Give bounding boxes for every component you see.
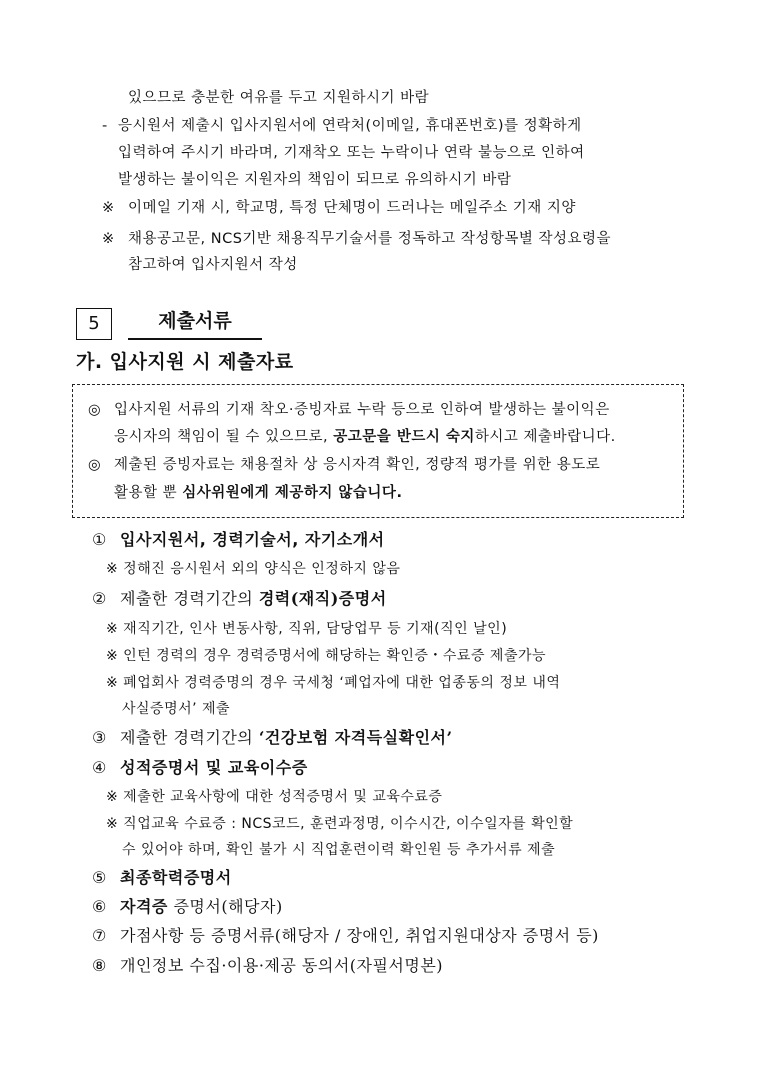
item-number: ⑥ [92,897,107,916]
item-number: ⑤ [92,868,107,887]
item-number: ② [92,589,107,608]
text-line: 이메일 기재 시, 학교명, 특정 단체명이 드러나는 메일주소 기재 지양 [128,200,576,216]
text-line: 제출된 증빙자료는 채용절차 상 응시자격 확인, 정량적 평가를 위한 용도로 [114,457,601,473]
item-number: ① [92,530,107,549]
text-run: 하시고 제출바랍니다. [474,429,616,445]
dash-marker: - [102,118,108,134]
text-line: 발생하는 불이익은 지원자의 책임이 되므로 유의하시기 바람 [118,172,512,188]
note-mark: ※ [102,231,115,247]
note-line: ※ 제출한 교육사항에 대한 성적증명서 및 교육수료증 [106,789,443,805]
section-title: 제출서류 [128,306,262,340]
note-line: ※ 직업교육 수료증 : NCS코드, 훈련과정명, 이수시간, 이수일자를 확인할 [106,816,574,832]
item-number: ④ [92,758,107,777]
item-title: 개인정보 수집·이용·제공 동의서(자필서명본) [120,956,444,975]
subsection-title: 가. 입사지원 시 제출자료 [76,351,294,373]
text-line [114,483,402,503]
item-number: ⑧ [92,956,107,975]
text-line: 입력하여 주시기 바라며, 기재착오 또는 누락이나 연락 불능으로 인하여 [118,145,585,161]
emphasis-text: 경력(재직)증명서 [258,589,387,608]
item-number: ⑦ [92,926,107,945]
item-title: 가점사항 등 증명서류(해당자 / 장애인, 취업지원대상자 증명서 등) [120,926,599,945]
item-title: 성적증명서 및 교육이수증 [120,758,308,777]
note-line: ※ 인턴 경력의 경우 경력증명서에 해당하는 확인증・수료증 제출가능 [106,648,547,664]
note-line: ※ 폐업회사 경력증명의 경우 국세청 ‘폐업자에 대한 업종동의 정보 내역 [106,675,561,691]
text-line: 채용공고문, NCS기반 채용직무기술서를 정독하고 작성항목별 작성요령을 [128,231,612,247]
note-line: ※ 정해진 응시원서 외의 양식은 인정하지 않음 [106,561,401,577]
note-line: 수 있어야 하며, 확인 불가 시 직업훈련이력 확인원 등 추가서류 제출 [122,842,556,858]
bullet-icon: ◎ [88,457,102,473]
text-run: 제출한 경력기간의 [120,589,259,608]
emphasis-text: ‘건강보험 자격득실확인서’ [258,728,453,747]
item-title [120,728,453,748]
text-line: 응시원서 제출시 입사지원서에 연락처(이메일, 휴대폰번호)를 정확하게 [118,118,582,134]
item-title [120,589,387,609]
item-title [120,897,283,917]
text-run: 증명서(해당자) [167,897,283,916]
item-title: 입사지원서, 경력기술서, 자기소개서 [120,530,385,549]
text-line: 참고하여 입사지원서 작성 [128,257,298,273]
text-run: 제출한 경력기간의 [120,728,259,747]
text-run: 응시자의 책임이 될 수 있으므로, [114,429,334,445]
emphasis-text: 공고문을 반드시 숙지 [333,429,475,445]
note-line: 사실증명서’ 제출 [122,701,231,717]
emphasis-text: 자격증 [120,897,168,916]
text-line: 있으므로 충분한 여유를 두고 지원하시기 바람 [128,90,430,106]
note-mark: ※ [102,200,115,216]
bullet-icon: ◎ [88,402,102,418]
text-line [114,427,616,447]
text-run: 활용할 뿐 [114,485,183,501]
section-number: 5 [76,308,112,340]
item-title: 최종학력증명서 [120,868,232,887]
note-line: ※ 재직기간, 인사 변동사항, 직위, 담당업무 등 기재(직인 날인) [106,621,508,637]
item-number: ③ [92,728,107,747]
emphasis-text: 심사위원에게 제공하지 않습니다. [182,485,403,501]
text-line: 입사지원 서류의 기재 착오·증빙자료 누락 등으로 인하여 발생하는 불이익은 [114,402,610,418]
